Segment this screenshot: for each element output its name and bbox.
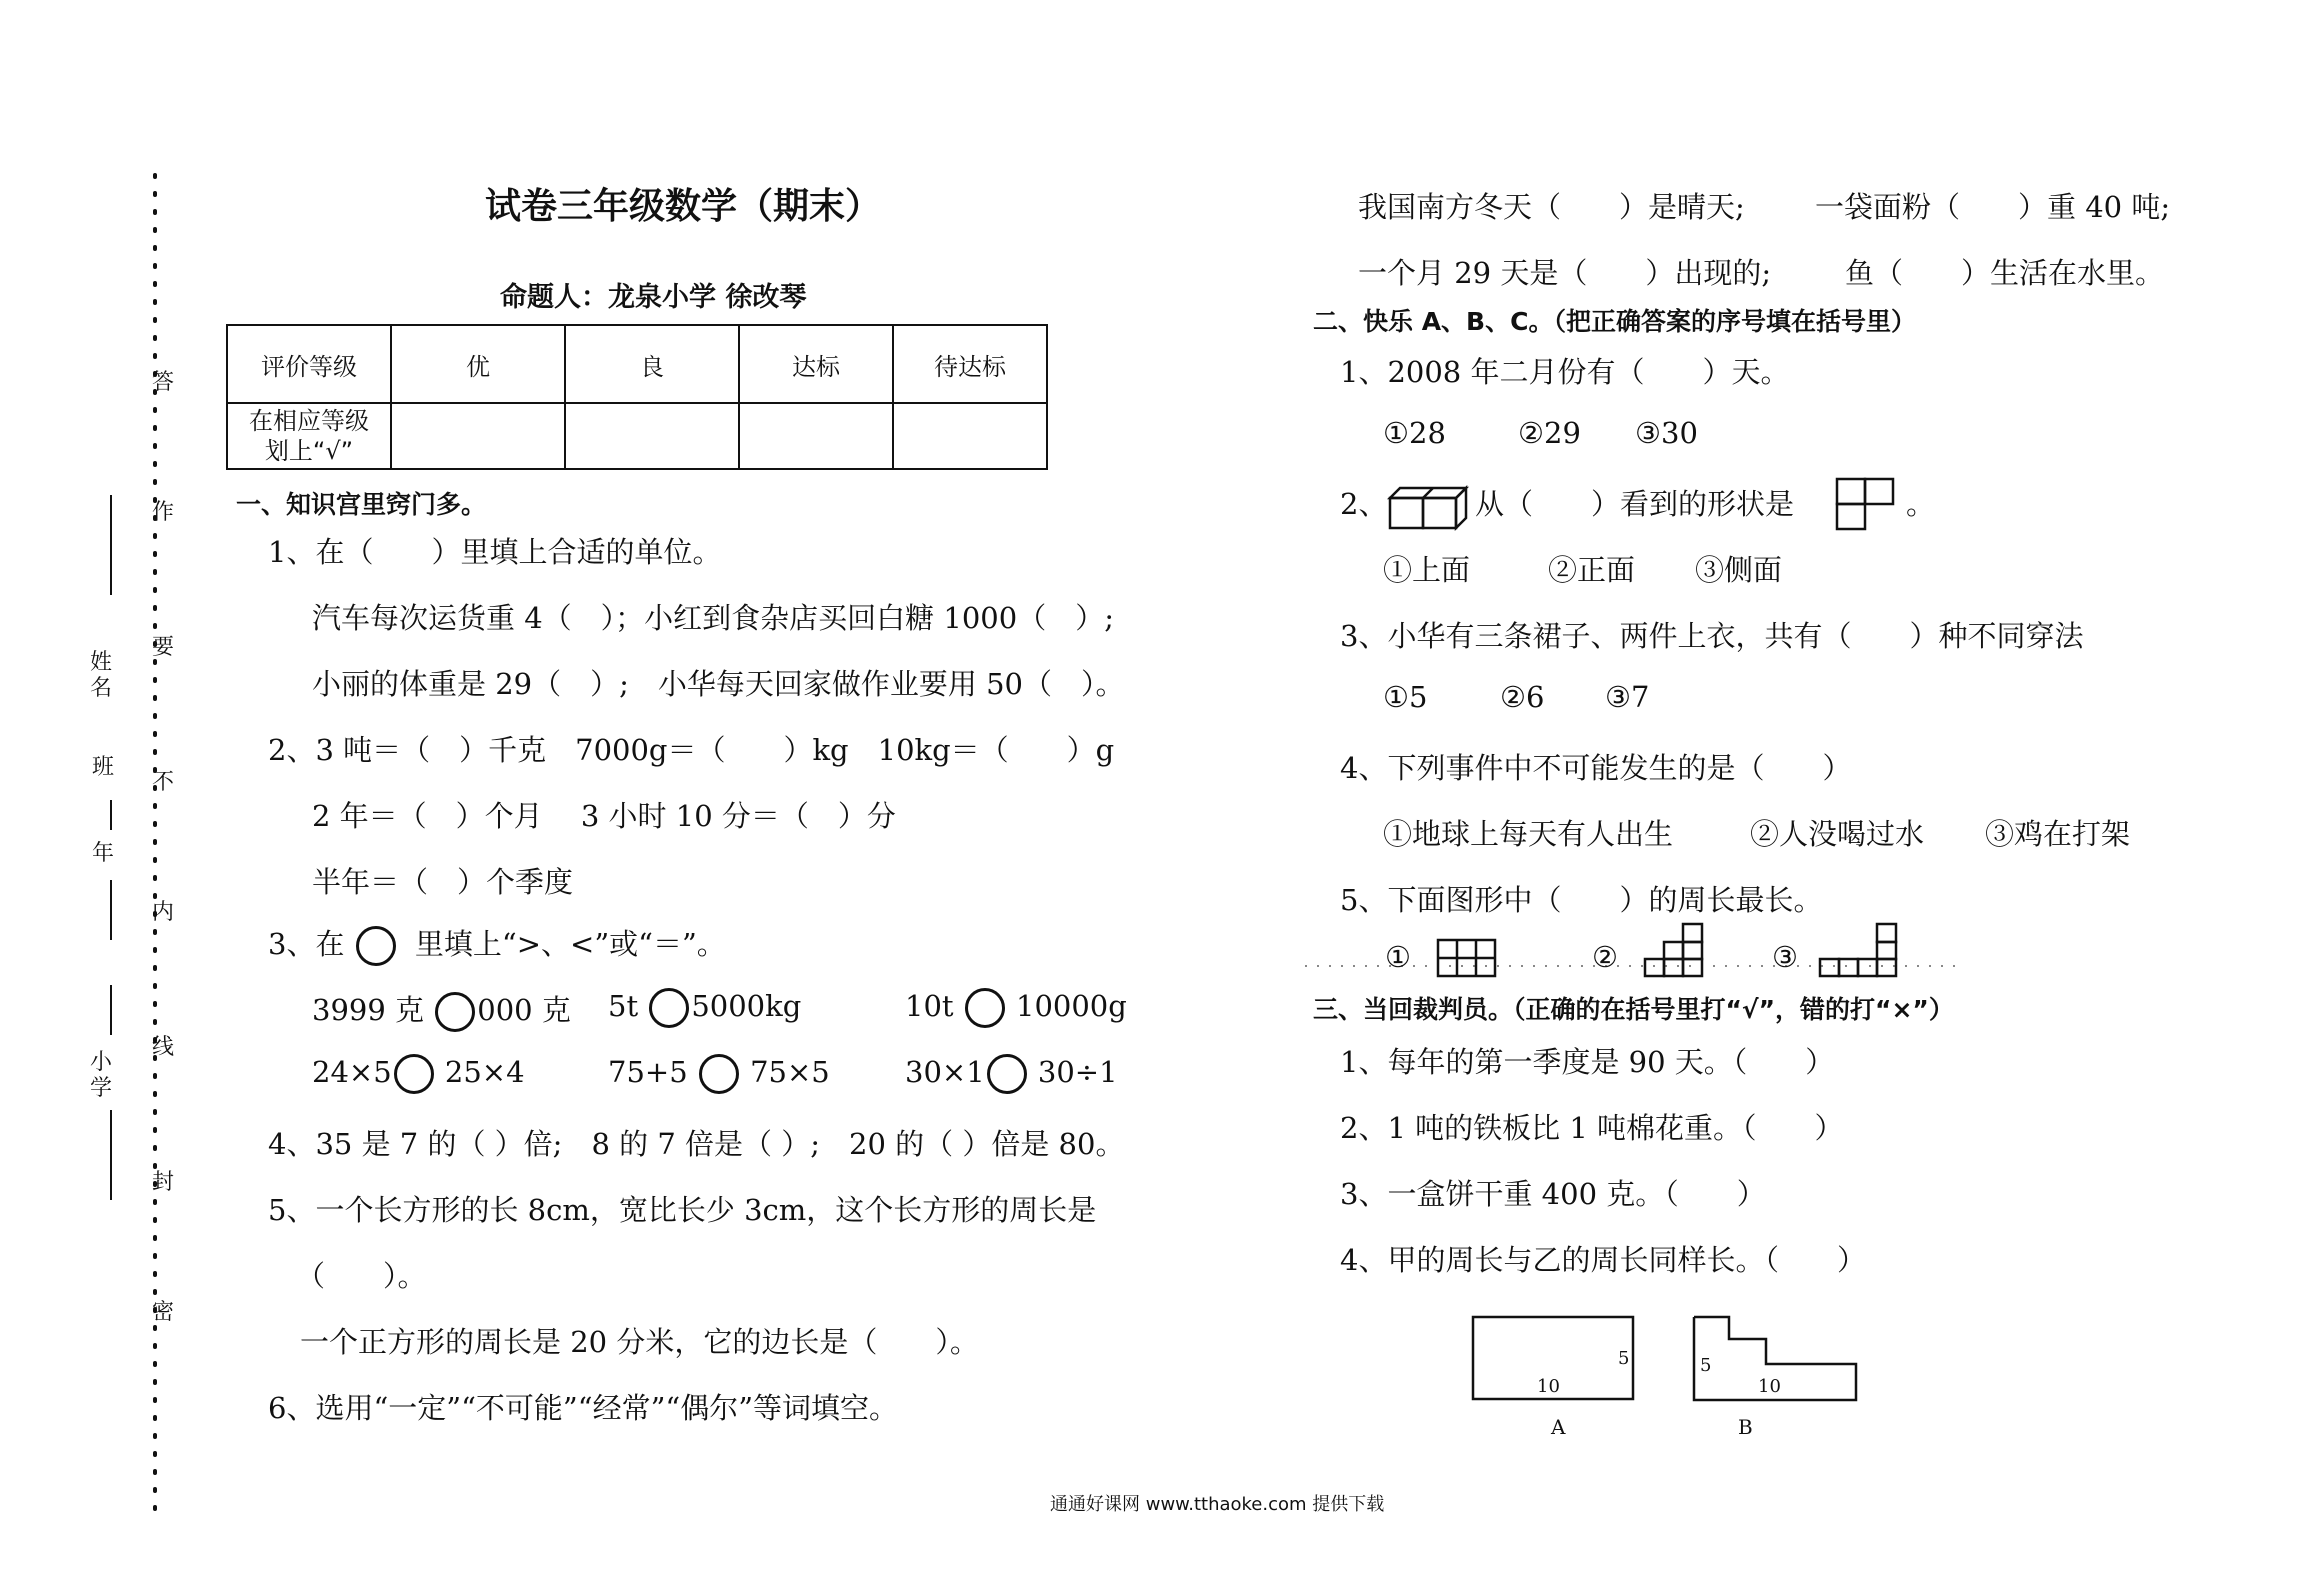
question-line: 1、2008 年二月份有（ ）天。 bbox=[1340, 355, 1790, 389]
judge-item: 1、每年的第一季度是 90 天。（ ） bbox=[1340, 1045, 1835, 1079]
option: ①地球上每天有人出生 bbox=[1383, 817, 1674, 851]
grade-mark-cell[interactable] bbox=[739, 403, 893, 469]
name-label: 姓名 bbox=[90, 650, 113, 701]
seal-char: 不 bbox=[152, 770, 175, 795]
compare-right: 10000g bbox=[1016, 989, 1127, 1023]
section2-heading: 二、快乐 A、B、C。（把正确答案的序号填在括号里） bbox=[1313, 307, 1916, 336]
school-blank-line-top bbox=[110, 880, 112, 940]
seal-char: 要 bbox=[152, 635, 175, 660]
name-blank-line bbox=[110, 495, 112, 595]
grade-row-label bbox=[227, 403, 391, 469]
seal-char: 密 bbox=[152, 1300, 175, 1325]
grade-level-cell: 良 bbox=[565, 325, 739, 403]
compare-left: 5t bbox=[608, 989, 639, 1023]
option: ②29 bbox=[1518, 416, 1581, 450]
fill-line: 鱼（ ）生活在水里。 bbox=[1845, 256, 2165, 290]
author-line: 命题人：龙泉小学 徐改琴 bbox=[500, 282, 807, 313]
compare-circle-icon bbox=[356, 926, 396, 966]
compare-row-2c bbox=[905, 1054, 1118, 1094]
option: ① bbox=[1385, 940, 1411, 974]
section3-heading: 三、当回裁判员。（正确的在括号里打“√”，错的打“×”） bbox=[1313, 995, 1954, 1024]
fill-line: 一袋面粉（ ）重 40 吨; bbox=[1815, 190, 2171, 224]
compare-row-2 bbox=[312, 1054, 525, 1094]
question-line: 1、在（ ）里填上合适的单位。 bbox=[268, 535, 722, 569]
compare-right: 5000kg bbox=[691, 989, 802, 1023]
section1-heading: 一、知识宫里窍门多。 bbox=[236, 490, 487, 519]
class-label: 班 bbox=[92, 755, 115, 780]
fill-line: 一个月 29 天是（ ）出现的; bbox=[1358, 256, 1772, 290]
compare-circle-input[interactable] bbox=[699, 1054, 739, 1094]
compare-right: 25×4 bbox=[444, 1055, 525, 1089]
compare-right: 000 克 bbox=[477, 993, 571, 1027]
compare-circle-input[interactable] bbox=[987, 1054, 1027, 1094]
compare-row-1b bbox=[608, 988, 801, 1028]
option: ③ bbox=[1772, 940, 1798, 974]
question-line: （ ）。 bbox=[296, 1259, 427, 1293]
compare-circle-input[interactable] bbox=[965, 988, 1005, 1028]
compare-left: 24×5 bbox=[312, 1055, 392, 1089]
question-line: 5、一个长方形的长 8cm，宽比长少 3cm，这个长方形的周长是 bbox=[268, 1193, 1097, 1227]
seal-char: 作 bbox=[152, 500, 175, 525]
grade-mark-cell[interactable] bbox=[391, 403, 565, 469]
judge-item: 2、1 吨的铁板比 1 吨棉花重。（ ） bbox=[1340, 1111, 1844, 1145]
grade-label: 年 bbox=[92, 841, 115, 866]
option: ①上面 bbox=[1383, 553, 1471, 587]
compare-right: 30÷1 bbox=[1037, 1055, 1118, 1089]
compare-left: 75+5 bbox=[608, 1055, 688, 1089]
question-number: 2、 bbox=[1340, 487, 1388, 521]
grade-level-cell: 优 bbox=[391, 325, 565, 403]
question-line: 半年＝（ ）个季度 bbox=[312, 865, 574, 899]
question-line: 小丽的体重是 29（ ）; 小华每天回家做作业要用 50（ ）。 bbox=[312, 667, 1125, 701]
option: ③鸡在打架 bbox=[1985, 817, 2131, 851]
grade-mark-cell[interactable] bbox=[893, 403, 1047, 469]
question-line: 4、下列事件中不可能发生的是（ ） bbox=[1340, 751, 1852, 785]
figure-a-width-label: 10 bbox=[1537, 1376, 1560, 1397]
option: ②人没喝过水 bbox=[1750, 817, 1925, 851]
seal-char: 线 bbox=[152, 1035, 175, 1060]
compare-left: 10t bbox=[905, 989, 954, 1023]
compare-row-1c bbox=[905, 988, 1127, 1028]
option: ②正面 bbox=[1548, 553, 1636, 587]
question-line: 2 年＝（ ）个月 3 小时 10 分＝（ ）分 bbox=[312, 799, 896, 833]
q3-prefix: 3、在 bbox=[268, 927, 345, 961]
grid-shape-3-icon bbox=[1818, 922, 1898, 978]
figure-b-label: B bbox=[1738, 1415, 1753, 1439]
grade-row-label-line: 划上“√” bbox=[264, 437, 354, 465]
figure-a-label: A bbox=[1551, 1415, 1566, 1439]
question-line: 3、小华有三条裙子、两件上衣，共有（ ）种不同穿法 bbox=[1340, 619, 2084, 653]
grade-mark-cell[interactable] bbox=[565, 403, 739, 469]
compare-left: 3999 克 bbox=[312, 993, 425, 1027]
grade-table bbox=[226, 324, 1048, 470]
grade-table-header: 评价等级 bbox=[227, 325, 391, 403]
option: ①5 bbox=[1383, 680, 1428, 714]
judge-item: 3、一盒饼干重 400 克。（ ） bbox=[1340, 1177, 1766, 1211]
compare-circle-input[interactable] bbox=[435, 992, 475, 1032]
question-line: 4、35 是 7 的（ ）倍; 8 的 7 倍是（ ）; 20 的（ ）倍是 80。 bbox=[268, 1127, 1125, 1161]
compare-left: 30×1 bbox=[905, 1055, 985, 1089]
option: ②6 bbox=[1500, 680, 1545, 714]
compare-circle-input[interactable] bbox=[649, 988, 689, 1028]
option: ② bbox=[1592, 940, 1618, 974]
school-blank-line-bottom bbox=[110, 1110, 112, 1200]
fill-line: 我国南方冬天（ ）是晴天; bbox=[1358, 190, 1745, 224]
question-line: 汽车每次运货重 4（ ）；小红到食杂店买回白糖 1000（ ）; bbox=[312, 601, 1114, 635]
compare-row-2b bbox=[608, 1054, 830, 1094]
seal-char: 内 bbox=[152, 900, 175, 925]
question-line-end: 。 bbox=[1906, 487, 1936, 521]
shape-view-icon bbox=[1834, 476, 1896, 532]
figure-b-height-label: 5 bbox=[1700, 1355, 1712, 1376]
option: ③7 bbox=[1605, 680, 1650, 714]
option: ③侧面 bbox=[1695, 553, 1783, 587]
compare-row-1 bbox=[312, 988, 571, 1032]
option: ③30 bbox=[1635, 416, 1698, 450]
grade-blank-line bbox=[110, 800, 112, 830]
option: ①28 bbox=[1383, 416, 1446, 450]
question-line: 6、选用“一定”“不可能”“经常”“偶尔”等词填空。 bbox=[268, 1391, 899, 1425]
question-line: 5、下面图形中（ ）的周长最长。 bbox=[1340, 883, 1823, 917]
grade-level-cell: 待达标 bbox=[893, 325, 1047, 403]
question-line: 2、3 吨＝（ ）千克 7000g＝（ ）kg 10kg＝（ ）g bbox=[268, 733, 1115, 767]
question-line: 从（ ）看到的形状是 bbox=[1475, 487, 1795, 521]
school-label: 小学 bbox=[90, 1050, 113, 1101]
seal-char: 答 bbox=[152, 370, 175, 395]
q3-suffix: 里填上“>、<”或“＝”。 bbox=[414, 927, 726, 961]
school-blank-line bbox=[110, 985, 112, 1035]
cubes-icon bbox=[1386, 484, 1472, 532]
judge-item: 4、甲的周长与乙的周长同样长。（ ） bbox=[1340, 1243, 1866, 1277]
footer-credit: 通通好课网 www.tthaoke.com 提供下载 bbox=[1050, 1494, 1385, 1515]
grade-level-cell: 达标 bbox=[739, 325, 893, 403]
grid-shape-2-icon bbox=[1643, 922, 1705, 978]
grade-row-label-line: 在相应等级 bbox=[249, 407, 369, 435]
compare-right: 75×5 bbox=[750, 1055, 830, 1089]
question-line: 一个正方形的周长是 20 分米，它的边长是（ ）。 bbox=[300, 1325, 979, 1359]
figure-b-width-label: 10 bbox=[1758, 1376, 1781, 1397]
page-title: 试卷三年级数学（期末） bbox=[485, 185, 882, 227]
grid-shape-1-icon bbox=[1436, 938, 1498, 978]
q3-line bbox=[268, 922, 726, 966]
figure-a-height-label: 5 bbox=[1618, 1348, 1630, 1369]
seal-char: 封 bbox=[152, 1170, 175, 1195]
compare-circle-input[interactable] bbox=[394, 1054, 434, 1094]
